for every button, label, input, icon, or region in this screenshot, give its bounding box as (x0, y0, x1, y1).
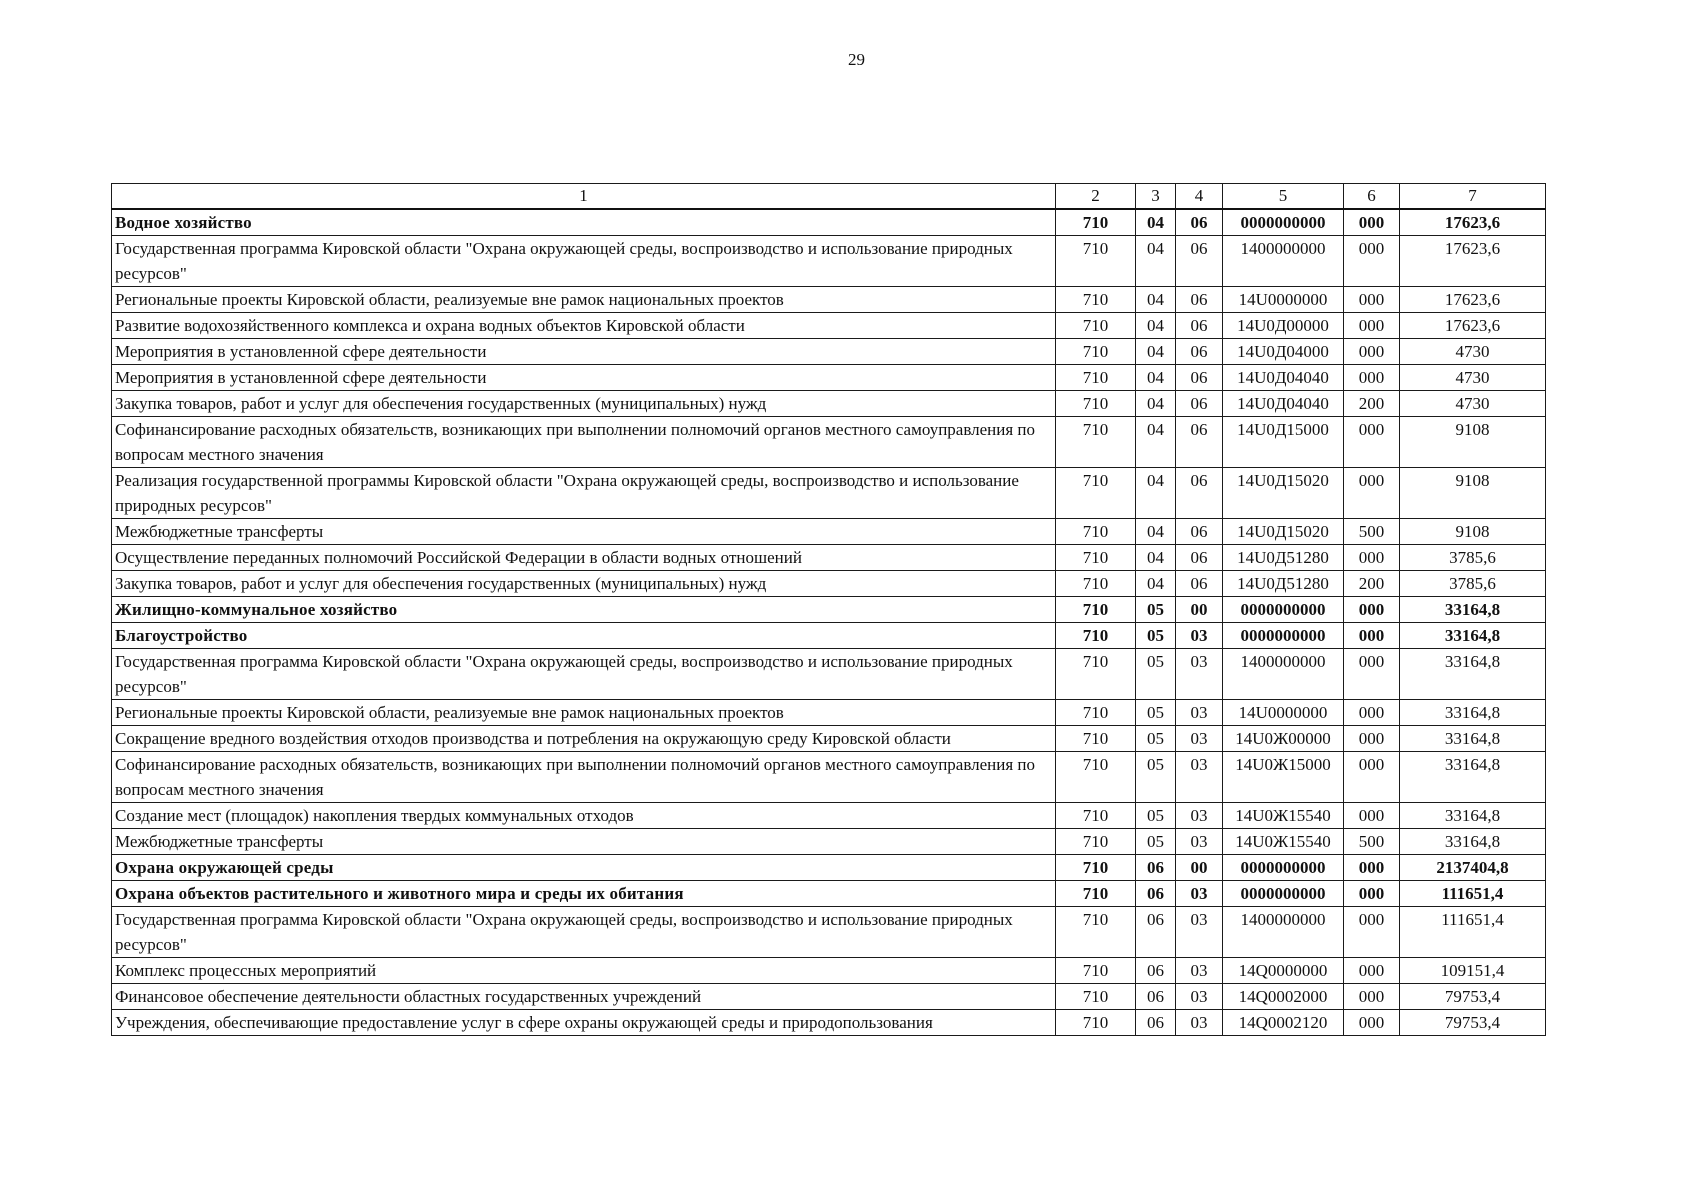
budget-item-name-cell: Софинансирование расходных обязательств, возникающих при выполнении полномочий органов местного самоуправления по вопросам местного значения (112, 752, 1056, 803)
expense-type-code-cell: 000 (1344, 236, 1400, 287)
target-article-code-cell: 0000000000 (1223, 209, 1344, 236)
table-body (112, 209, 1546, 1036)
budget-item-name-cell: Учреждения, обеспечивающие предоставление услуг в сфере охраны окружающей среды и природопользования (112, 1010, 1056, 1036)
table-row (112, 881, 1546, 907)
section-code-cell: 05 (1136, 623, 1176, 649)
table-row (112, 365, 1546, 391)
subsection-code-cell: 06 (1176, 468, 1223, 519)
amount-cell: 9108 (1400, 468, 1546, 519)
target-article-code-cell: 1400000000 (1223, 649, 1344, 700)
ministry-code-cell: 710 (1056, 829, 1136, 855)
target-article-code-cell: 0000000000 (1223, 597, 1344, 623)
table-row (112, 829, 1546, 855)
budget-item-name-cell: Закупка товаров, работ и услуг для обеспечения государственных (муниципальных) нужд (112, 391, 1056, 417)
budget-item-name-cell: Межбюджетные трансферты (112, 519, 1056, 545)
expense-type-code-cell: 000 (1344, 649, 1400, 700)
subsection-code-cell: 03 (1176, 726, 1223, 752)
amount-cell: 17623,6 (1400, 313, 1546, 339)
expense-type-code-cell: 000 (1344, 752, 1400, 803)
subsection-code-cell: 03 (1176, 623, 1223, 649)
target-article-code-cell: 0000000000 (1223, 855, 1344, 881)
table-row (112, 958, 1546, 984)
budget-item-name-cell: Водное хозяйство (112, 209, 1056, 236)
table-row (112, 1010, 1546, 1036)
section-code-cell: 04 (1136, 468, 1176, 519)
subsection-code-cell: 00 (1176, 855, 1223, 881)
budget-item-name-cell: Создание мест (площадок) накопления твердых коммунальных отходов (112, 803, 1056, 829)
target-article-code-cell: 14U0Д15020 (1223, 519, 1344, 545)
target-article-code-cell: 14U0000000 (1223, 700, 1344, 726)
section-code-cell: 05 (1136, 726, 1176, 752)
amount-cell: 79753,4 (1400, 1010, 1546, 1036)
expense-type-code-cell: 000 (1344, 597, 1400, 623)
target-article-code-cell: 14U0Ж15540 (1223, 829, 1344, 855)
target-article-code-cell: 14U0Д04040 (1223, 391, 1344, 417)
target-article-code-cell: 14U0000000 (1223, 287, 1344, 313)
subsection-code-cell: 06 (1176, 391, 1223, 417)
expense-type-code-cell: 000 (1344, 1010, 1400, 1036)
table-row (112, 313, 1546, 339)
subsection-code-cell: 06 (1176, 365, 1223, 391)
target-article-code-cell: 14U0Ж15000 (1223, 752, 1344, 803)
ministry-code-cell: 710 (1056, 907, 1136, 958)
ministry-code-cell: 710 (1056, 545, 1136, 571)
ministry-code-cell: 710 (1056, 236, 1136, 287)
section-code-cell: 05 (1136, 649, 1176, 700)
subsection-code-cell: 03 (1176, 752, 1223, 803)
budget-item-name-cell: Региональные проекты Кировской области, реализуемые вне рамок национальных проектов (112, 700, 1056, 726)
subsection-code-cell: 06 (1176, 313, 1223, 339)
table-row (112, 855, 1546, 881)
section-code-cell: 04 (1136, 339, 1176, 365)
budget-item-name-cell: Развитие водохозяйственного комплекса и охрана водных объектов Кировской области (112, 313, 1056, 339)
budget-table (111, 183, 1546, 1036)
table-row (112, 545, 1546, 571)
ministry-code-cell: 710 (1056, 1010, 1136, 1036)
amount-cell: 33164,8 (1400, 597, 1546, 623)
ministry-code-cell: 710 (1056, 468, 1136, 519)
ministry-code-cell: 710 (1056, 391, 1136, 417)
section-code-cell: 04 (1136, 209, 1176, 236)
budget-item-name-cell: Государственная программа Кировской области "Охрана окружающей среды, воспроизводство и использование природных ресурсов" (112, 236, 1056, 287)
section-code-cell: 05 (1136, 829, 1176, 855)
expense-type-code-cell: 000 (1344, 287, 1400, 313)
amount-cell: 17623,6 (1400, 236, 1546, 287)
subsection-code-cell: 03 (1176, 958, 1223, 984)
table-row (112, 803, 1546, 829)
table-row (112, 236, 1546, 287)
column-header-5: 5 (1223, 184, 1344, 210)
target-article-code-cell: 14Q0002120 (1223, 1010, 1344, 1036)
amount-cell: 9108 (1400, 417, 1546, 468)
amount-cell: 17623,6 (1400, 209, 1546, 236)
budget-item-name-cell: Закупка товаров, работ и услуг для обеспечения государственных (муниципальных) нужд (112, 571, 1056, 597)
subsection-code-cell: 06 (1176, 339, 1223, 365)
ministry-code-cell: 710 (1056, 881, 1136, 907)
table-row (112, 907, 1546, 958)
subsection-code-cell: 03 (1176, 984, 1223, 1010)
section-code-cell: 04 (1136, 519, 1176, 545)
budget-item-name-cell: Софинансирование расходных обязательств, возникающих при выполнении полномочий органов местного самоуправления по вопросам местного значения (112, 417, 1056, 468)
budget-item-name-cell: Региональные проекты Кировской области, реализуемые вне рамок национальных проектов (112, 287, 1056, 313)
budget-item-name-cell: Комплекс процессных мероприятий (112, 958, 1056, 984)
target-article-code-cell: 1400000000 (1223, 236, 1344, 287)
table-row (112, 649, 1546, 700)
amount-cell: 79753,4 (1400, 984, 1546, 1010)
subsection-code-cell: 06 (1176, 209, 1223, 236)
section-code-cell: 04 (1136, 313, 1176, 339)
budget-item-name-cell: Мероприятия в установленной сфере деятельности (112, 339, 1056, 365)
ministry-code-cell: 710 (1056, 571, 1136, 597)
amount-cell: 33164,8 (1400, 752, 1546, 803)
column-header-2: 2 (1056, 184, 1136, 210)
section-code-cell: 04 (1136, 365, 1176, 391)
expense-type-code-cell: 000 (1344, 339, 1400, 365)
ministry-code-cell: 710 (1056, 339, 1136, 365)
ministry-code-cell: 710 (1056, 519, 1136, 545)
subsection-code-cell: 06 (1176, 287, 1223, 313)
column-header-1: 1 (112, 184, 1056, 210)
amount-cell: 111651,4 (1400, 881, 1546, 907)
expense-type-code-cell: 000 (1344, 545, 1400, 571)
table-row (112, 287, 1546, 313)
column-number-row (112, 184, 1546, 210)
expense-type-code-cell: 500 (1344, 519, 1400, 545)
table-row (112, 417, 1546, 468)
budget-item-name-cell: Охрана объектов растительного и животного мира и среды их обитания (112, 881, 1056, 907)
budget-item-name-cell: Государственная программа Кировской области "Охрана окружающей среды, воспроизводство и использование природных ресурсов" (112, 907, 1056, 958)
ministry-code-cell: 710 (1056, 623, 1136, 649)
section-code-cell: 06 (1136, 907, 1176, 958)
section-code-cell: 06 (1136, 984, 1176, 1010)
ministry-code-cell: 710 (1056, 726, 1136, 752)
expense-type-code-cell: 000 (1344, 803, 1400, 829)
budget-item-name-cell: Осуществление переданных полномочий Российской Федерации в области водных отношений (112, 545, 1056, 571)
page-number: 29 (848, 50, 865, 69)
table-row (112, 597, 1546, 623)
target-article-code-cell: 14U0Д51280 (1223, 571, 1344, 597)
target-article-code-cell: 14U0Д04000 (1223, 339, 1344, 365)
expense-type-code-cell: 000 (1344, 623, 1400, 649)
amount-cell: 2137404,8 (1400, 855, 1546, 881)
column-header-3: 3 (1136, 184, 1176, 210)
target-article-code-cell: 0000000000 (1223, 623, 1344, 649)
expense-type-code-cell: 000 (1344, 726, 1400, 752)
expense-type-code-cell: 000 (1344, 417, 1400, 468)
section-code-cell: 05 (1136, 752, 1176, 803)
amount-cell: 33164,8 (1400, 726, 1546, 752)
target-article-code-cell: 14U0Д00000 (1223, 313, 1344, 339)
expense-type-code-cell: 000 (1344, 958, 1400, 984)
subsection-code-cell: 03 (1176, 649, 1223, 700)
subsection-code-cell: 03 (1176, 829, 1223, 855)
section-code-cell: 04 (1136, 287, 1176, 313)
expense-type-code-cell: 200 (1344, 391, 1400, 417)
budget-item-name-cell: Охрана окружающей среды (112, 855, 1056, 881)
ministry-code-cell: 710 (1056, 287, 1136, 313)
expense-type-code-cell: 000 (1344, 881, 1400, 907)
section-code-cell: 04 (1136, 571, 1176, 597)
ministry-code-cell: 710 (1056, 984, 1136, 1010)
budget-item-name-cell: Финансовое обеспечение деятельности областных государственных учреждений (112, 984, 1056, 1010)
ministry-code-cell: 710 (1056, 313, 1136, 339)
table-row (112, 209, 1546, 236)
section-code-cell: 04 (1136, 236, 1176, 287)
expense-type-code-cell: 000 (1344, 907, 1400, 958)
amount-cell: 33164,8 (1400, 803, 1546, 829)
ministry-code-cell: 710 (1056, 597, 1136, 623)
table-row (112, 571, 1546, 597)
budget-item-name-cell: Межбюджетные трансферты (112, 829, 1056, 855)
table-row (112, 468, 1546, 519)
expense-type-code-cell: 000 (1344, 855, 1400, 881)
target-article-code-cell: 1400000000 (1223, 907, 1344, 958)
section-code-cell: 04 (1136, 391, 1176, 417)
amount-cell: 33164,8 (1400, 829, 1546, 855)
subsection-code-cell: 00 (1176, 597, 1223, 623)
amount-cell: 4730 (1400, 339, 1546, 365)
subsection-code-cell: 03 (1176, 700, 1223, 726)
ministry-code-cell: 710 (1056, 855, 1136, 881)
expense-type-code-cell: 500 (1344, 829, 1400, 855)
budget-item-name-cell: Мероприятия в установленной сфере деятельности (112, 365, 1056, 391)
subsection-code-cell: 03 (1176, 1010, 1223, 1036)
amount-cell: 17623,6 (1400, 287, 1546, 313)
subsection-code-cell: 06 (1176, 519, 1223, 545)
subsection-code-cell: 03 (1176, 907, 1223, 958)
column-header-6: 6 (1344, 184, 1400, 210)
budget-item-name-cell: Благоустройство (112, 623, 1056, 649)
section-code-cell: 05 (1136, 597, 1176, 623)
table-row (112, 752, 1546, 803)
amount-cell: 3785,6 (1400, 545, 1546, 571)
target-article-code-cell: 14Q0002000 (1223, 984, 1344, 1010)
amount-cell: 3785,6 (1400, 571, 1546, 597)
section-code-cell: 06 (1136, 881, 1176, 907)
section-code-cell: 05 (1136, 700, 1176, 726)
budget-item-name-cell: Государственная программа Кировской области "Охрана окружающей среды, воспроизводство и использование природных ресурсов" (112, 649, 1056, 700)
amount-cell: 33164,8 (1400, 700, 1546, 726)
expense-type-code-cell: 000 (1344, 365, 1400, 391)
section-code-cell: 06 (1136, 1010, 1176, 1036)
target-article-code-cell: 14Q0000000 (1223, 958, 1344, 984)
target-article-code-cell: 14U0Д51280 (1223, 545, 1344, 571)
budget-item-name-cell: Реализация государственной программы Кировской области "Охрана окружающей среды, воспроизводство и использование природных ресурсов" (112, 468, 1056, 519)
table-row (112, 391, 1546, 417)
ministry-code-cell: 710 (1056, 803, 1136, 829)
table-row (112, 700, 1546, 726)
ministry-code-cell: 710 (1056, 417, 1136, 468)
ministry-code-cell: 710 (1056, 958, 1136, 984)
table-row (112, 519, 1546, 545)
budget-item-name-cell: Жилищно-коммунальное хозяйство (112, 597, 1056, 623)
amount-cell: 4730 (1400, 391, 1546, 417)
subsection-code-cell: 06 (1176, 571, 1223, 597)
column-header-7: 7 (1400, 184, 1546, 210)
column-header-4: 4 (1176, 184, 1223, 210)
section-code-cell: 04 (1136, 545, 1176, 571)
target-article-code-cell: 14U0Ж00000 (1223, 726, 1344, 752)
expense-type-code-cell: 000 (1344, 468, 1400, 519)
expense-type-code-cell: 000 (1344, 313, 1400, 339)
target-article-code-cell: 14U0Д15000 (1223, 417, 1344, 468)
expense-type-code-cell: 200 (1344, 571, 1400, 597)
ministry-code-cell: 710 (1056, 365, 1136, 391)
amount-cell: 33164,8 (1400, 649, 1546, 700)
subsection-code-cell: 03 (1176, 803, 1223, 829)
section-code-cell: 06 (1136, 855, 1176, 881)
ministry-code-cell: 710 (1056, 649, 1136, 700)
amount-cell: 4730 (1400, 365, 1546, 391)
table-row (112, 339, 1546, 365)
expense-type-code-cell: 000 (1344, 209, 1400, 236)
section-code-cell: 04 (1136, 417, 1176, 468)
target-article-code-cell: 14U0Д15020 (1223, 468, 1344, 519)
target-article-code-cell: 0000000000 (1223, 881, 1344, 907)
subsection-code-cell: 06 (1176, 417, 1223, 468)
amount-cell: 9108 (1400, 519, 1546, 545)
ministry-code-cell: 710 (1056, 700, 1136, 726)
ministry-code-cell: 710 (1056, 209, 1136, 236)
table-row (112, 984, 1546, 1010)
subsection-code-cell: 06 (1176, 545, 1223, 571)
table-row (112, 726, 1546, 752)
amount-cell: 111651,4 (1400, 907, 1546, 958)
expense-type-code-cell: 000 (1344, 700, 1400, 726)
target-article-code-cell: 14U0Ж15540 (1223, 803, 1344, 829)
target-article-code-cell: 14U0Д04040 (1223, 365, 1344, 391)
ministry-code-cell: 710 (1056, 752, 1136, 803)
subsection-code-cell: 03 (1176, 881, 1223, 907)
section-code-cell: 05 (1136, 803, 1176, 829)
expense-type-code-cell: 000 (1344, 984, 1400, 1010)
section-code-cell: 06 (1136, 958, 1176, 984)
amount-cell: 33164,8 (1400, 623, 1546, 649)
table-row (112, 623, 1546, 649)
amount-cell: 109151,4 (1400, 958, 1546, 984)
subsection-code-cell: 06 (1176, 236, 1223, 287)
budget-item-name-cell: Сокращение вредного воздействия отходов производства и потребления на окружающую среду Кировской области (112, 726, 1056, 752)
